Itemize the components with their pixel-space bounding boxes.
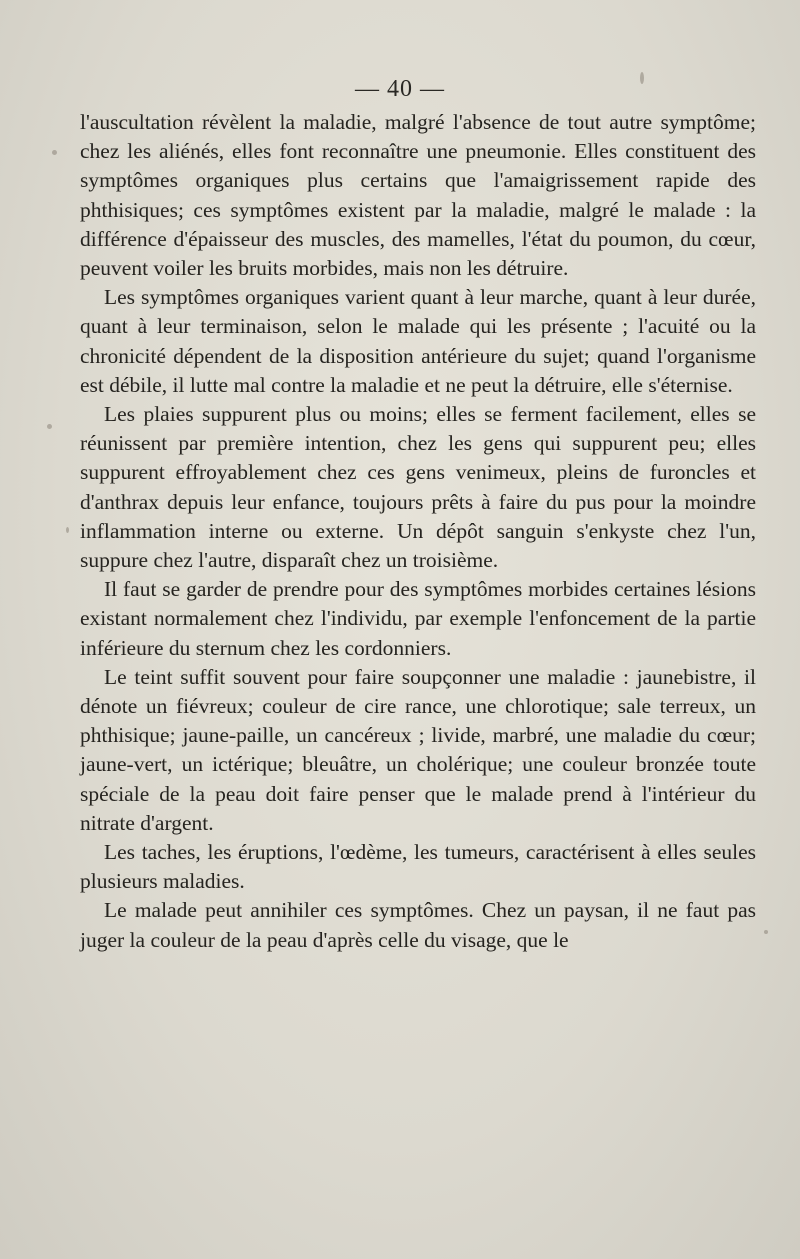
paper-speck [640,72,644,84]
paper-speck [66,527,69,533]
paragraph-4: Il faut se garder de prendre pour des symptômes morbides certaines lésions existant normalement chez l'individu, par exemple l'enfoncement de la partie inférieure du sternum chez les cordonniers. [80,577,756,660]
paragraph-5: Le teint suffit souvent pour faire soupçonner une maladie : jaunebistre, il dénote un fiévreux; couleur de cire rance, une chlorotique; sale terreux, un phthisique; jaune-paille, un cancéreux ; livide, marbré, une maladie du cœur; jaune-vert, un ictérique; bleuâtre, un cholérique; une couleur bronzée toute spéciale de la peau doit faire penser que le malade prend à l'intérieur du nitrate d'argent. [80,664,756,835]
paragraph-7: Le malade peut annihiler ces symptômes. Chez un paysan, il ne faut pas juger la couleur de la peau d'après celle du visage, que le [80,898,756,952]
paragraph-2: Les symptômes organiques varient quant à leur marche, quant à leur durée, quant à leur terminaison, selon le malade qui les présente ; l'acuité ou la chronicité dépendent de la disposition antérieure du sujet; quand l'organisme est débile, il lutte mal contre la maladie et ne peut la détruire, elle s'éternise. [80,285,756,397]
paper-speck [52,150,57,155]
paragraph-1: l'auscultation révèlent la maladie, malgré l'absence de tout autre symptôme; chez les aliénés, elles font reconnaître une pneumonie. Elles constituent des symptômes organiques plus certains que l'amaigrissement rapide des phthisiques; ces symptômes existent par la maladie, malgré le malade : la différence d'épaisseur des muscles, des mamelles, l'état du poumon, du cœur, peuvent voiler les bruits morbides, mais non les détruire. [80,110,756,281]
paper-speck [47,424,52,429]
page-number: — 40 — [355,76,445,102]
paper-speck [764,930,768,934]
body-text [80,108,756,955]
paragraph-6: Les taches, les éruptions, l'œdème, les tumeurs, caractérisent à elles seules plusieurs maladies. [80,840,756,894]
paragraph-3: Les plaies suppurent plus ou moins; elles se ferment facilement, elles se réunissent par première intention, chez les gens qui suppurent peu; elles suppurent effroyablement chez ces gens venimeux, pleins de furoncles et d'anthrax depuis leur enfance, toujours prêts à faire du pus pour la moindre inflammation interne ou externe. Un dépôt sanguin s'enkyste chez l'un, suppure chez l'autre, disparaît chez un troisième. [80,402,756,573]
